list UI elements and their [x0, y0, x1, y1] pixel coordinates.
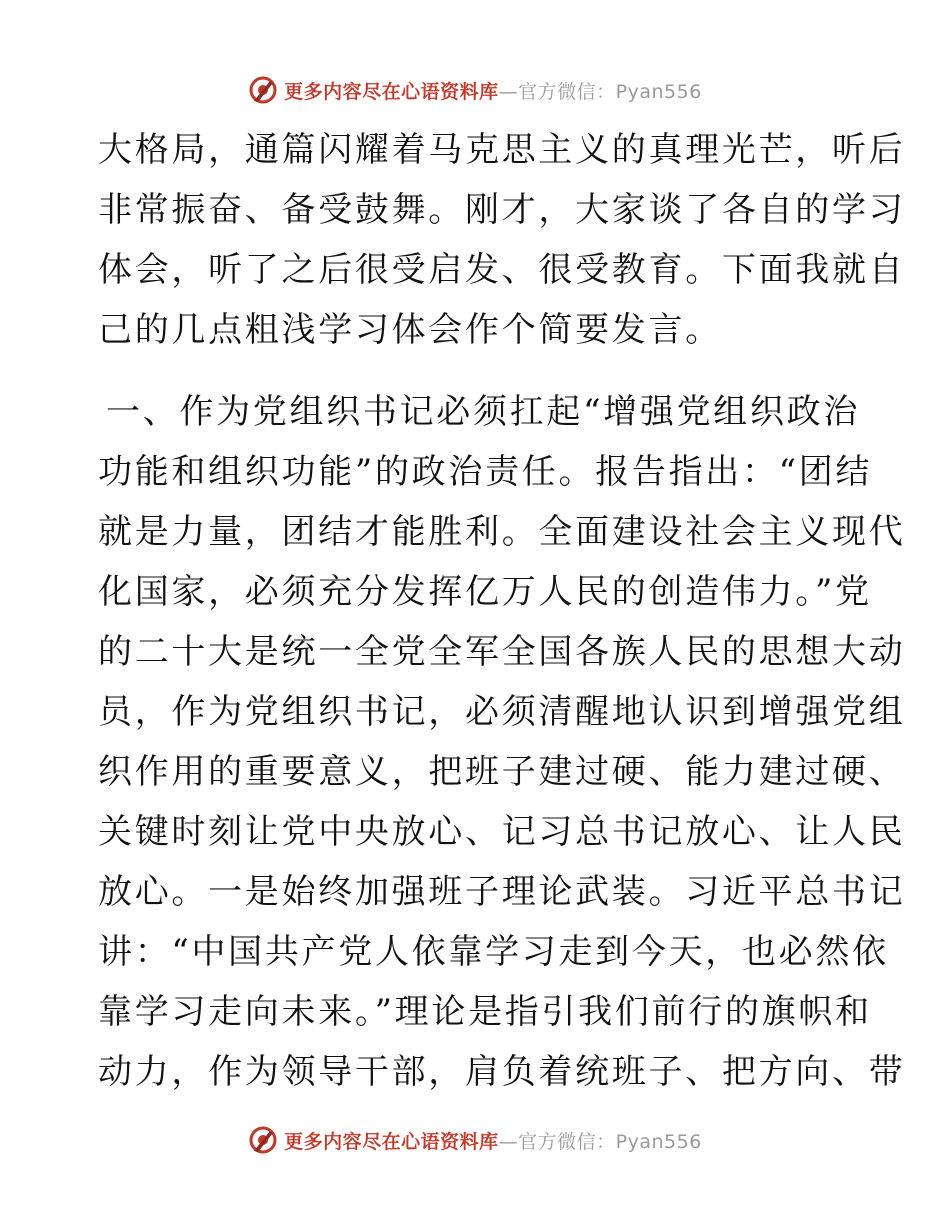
text-line: 的二十大是统一全党全军全国各族人民的思想大动 — [98, 632, 906, 672]
quill-logo-icon — [248, 1125, 278, 1155]
text-line: 大格局，通篇闪耀着马克思主义的真理光芒，听后 — [98, 130, 906, 170]
text-line: 讲：“中国共产党人依靠学习走到今天，也必然依 — [98, 932, 889, 972]
banner-separator: — — [498, 1130, 519, 1153]
section-heading-line: 一、作为党组织书记必须扛起“增强党组织政治 — [106, 392, 861, 432]
text-line: 非常振奋、备受鼓舞。刚才，大家谈了各自的学习 — [98, 190, 906, 230]
text-line: 放心。一是始终加强班子理论武装。习近平总书记 — [98, 872, 906, 912]
text-line: 化国家，必须充分发挥亿万人民的创造伟力。”党 — [98, 572, 872, 612]
footer-banner-text — [284, 1127, 702, 1154]
paragraph-intro — [98, 120, 906, 360]
text-line: 动力，作为领导干部，肩负着统班子、把方向、带 — [98, 1052, 906, 1092]
banner-separator: — — [498, 80, 519, 103]
site-name: 更多内容尽在心语资料库 — [284, 80, 499, 103]
wechat-id: 官方微信：Pyan556 — [518, 1130, 702, 1153]
site-name: 更多内容尽在心语资料库 — [284, 1130, 499, 1153]
text-line: 体会，听了之后很受启发、很受教育。下面我就自 — [98, 250, 906, 290]
header-banner — [0, 70, 950, 110]
text-line: 就是力量，团结才能胜利。全面建设社会主义现代 — [98, 512, 906, 552]
paragraph-gap — [98, 360, 850, 382]
text-line: 功能和组织功能”的政治责任。报告指出：“团结 — [98, 452, 873, 492]
footer-banner — [0, 1120, 950, 1160]
text-line: 己的几点粗浅学习体会作个简要发言。 — [98, 310, 722, 350]
paragraph-section-one — [98, 382, 906, 1102]
text-line: 靠学习走向未来。”理论是指引我们前行的旗帜和 — [98, 992, 872, 1032]
text-line: 织作用的重要意义，把班子建过硬、能力建过硬、 — [98, 752, 906, 792]
header-banner-text — [284, 77, 702, 104]
document-body — [98, 120, 906, 1102]
text-line: 关键时刻让党中央放心、记习总书记放心、让人民 — [98, 812, 906, 852]
wechat-id: 官方微信：Pyan556 — [518, 80, 702, 103]
text-line: 员，作为党组织书记，必须清醒地认识到增强党组 — [98, 692, 906, 732]
quill-logo-icon — [248, 75, 278, 105]
